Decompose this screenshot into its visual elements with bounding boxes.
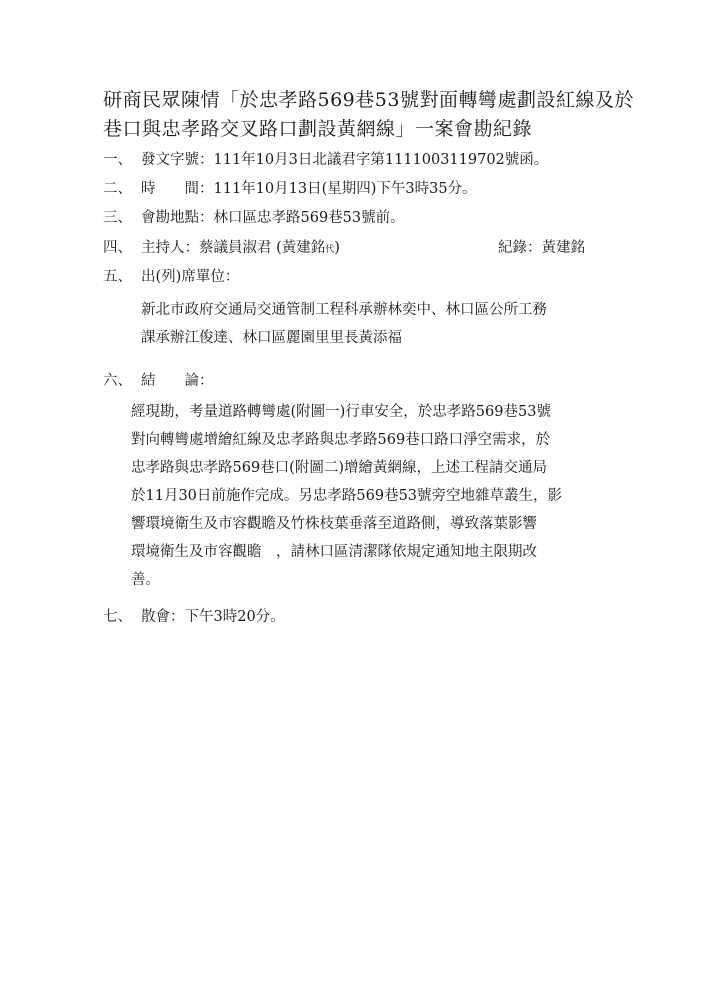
conclusion-line: 經現勘，考量道路轉彎處(附圖一)行車安全，於忠孝路569巷53號 — [131, 404, 551, 420]
item-adjourn — [103, 607, 285, 627]
item-value-deputy-mark: 代 — [325, 245, 335, 255]
item-separator: ： — [170, 609, 185, 625]
recorder — [498, 238, 585, 258]
item-value: 林口區忠孝路569巷53號前。 — [213, 210, 405, 226]
item-separator: ： — [199, 181, 214, 197]
document-title — [103, 86, 634, 144]
item-separator: ： — [184, 240, 199, 256]
conclusion-line: 對向轉彎處增繪紅線及忠孝路與忠孝路569巷口路口淨空需求，於 — [131, 432, 551, 448]
item-separator: ： — [199, 373, 214, 389]
attendees-line-1: 新北市政府交通局交通管制工程科承辦林奕中、林口區公所工務 — [141, 302, 547, 318]
conclusion-line: 於11月30日前施作完成。另忠孝路569巷53號旁空地雜草叢生，影 — [131, 488, 563, 504]
item-host — [103, 238, 340, 260]
item-location — [103, 208, 405, 228]
item-value: 蔡議員淑君 (黃建銘 — [199, 240, 326, 256]
attendees-line-2: 課承辦江俊達、林口區麗園里里長黃添福 — [141, 330, 402, 346]
item-separator: ： — [199, 210, 214, 226]
conclusion-line: 響環境衛生及市容觀瞻及竹株枝葉垂落至道路側，導致落葉影響 — [131, 516, 537, 532]
item-conclusion — [103, 371, 214, 391]
item-label: 出(列)席單位 — [141, 269, 225, 285]
item-time — [103, 179, 477, 199]
recorder-label: 紀錄 — [498, 240, 527, 256]
item-separator: ： — [224, 269, 240, 285]
item-label: 主持人 — [141, 240, 185, 256]
title-line-2: 巷口與忠孝路交叉路口劃設黃網線」一案會勘紀錄 — [103, 118, 533, 140]
item-label: 時 間 — [141, 181, 199, 197]
item-attendees — [103, 267, 239, 287]
item-number: 六、 — [103, 373, 132, 389]
item-number: 五、 — [103, 269, 132, 285]
conclusion-line: 環境衛生及市容觀瞻 ，請林口區清潔隊依規定通知地主限期改 — [131, 544, 537, 560]
item-number: 二、 — [103, 181, 132, 197]
item-value: 下午3時20分。 — [184, 609, 285, 625]
title-line-1: 研商民眾陳情「於忠孝路569巷53號對面轉彎處劃設紅線及於 — [103, 89, 634, 111]
item-value: 111年10月3日北議君字第1111003119702號函。 — [213, 152, 549, 168]
item-number: 一、 — [103, 152, 132, 168]
item-document-number — [103, 150, 548, 170]
attendees-list — [141, 296, 621, 352]
item-label: 會勘地點 — [141, 210, 199, 226]
item-value: 111年10月13日(星期四)下午3時35分。 — [213, 181, 477, 197]
item-label: 散會 — [141, 609, 170, 625]
conclusion-line: 忠孝路與忠孝路569巷口(附圖二)增繪黃網線，上述工程請交通局 — [131, 460, 547, 476]
recorder-separator: ： — [527, 240, 542, 256]
item-number: 四、 — [103, 240, 132, 256]
item-number: 三、 — [103, 210, 132, 226]
item-separator: ： — [199, 152, 214, 168]
item-label: 發文字號 — [141, 152, 199, 168]
item-value-end: ) — [334, 240, 340, 256]
item-number: 七、 — [103, 609, 132, 625]
recorder-name: 黃建銘 — [541, 240, 585, 256]
item-label: 結 論 — [141, 373, 199, 389]
conclusion-line: 善。 — [131, 572, 160, 588]
conclusion-text — [131, 398, 631, 594]
